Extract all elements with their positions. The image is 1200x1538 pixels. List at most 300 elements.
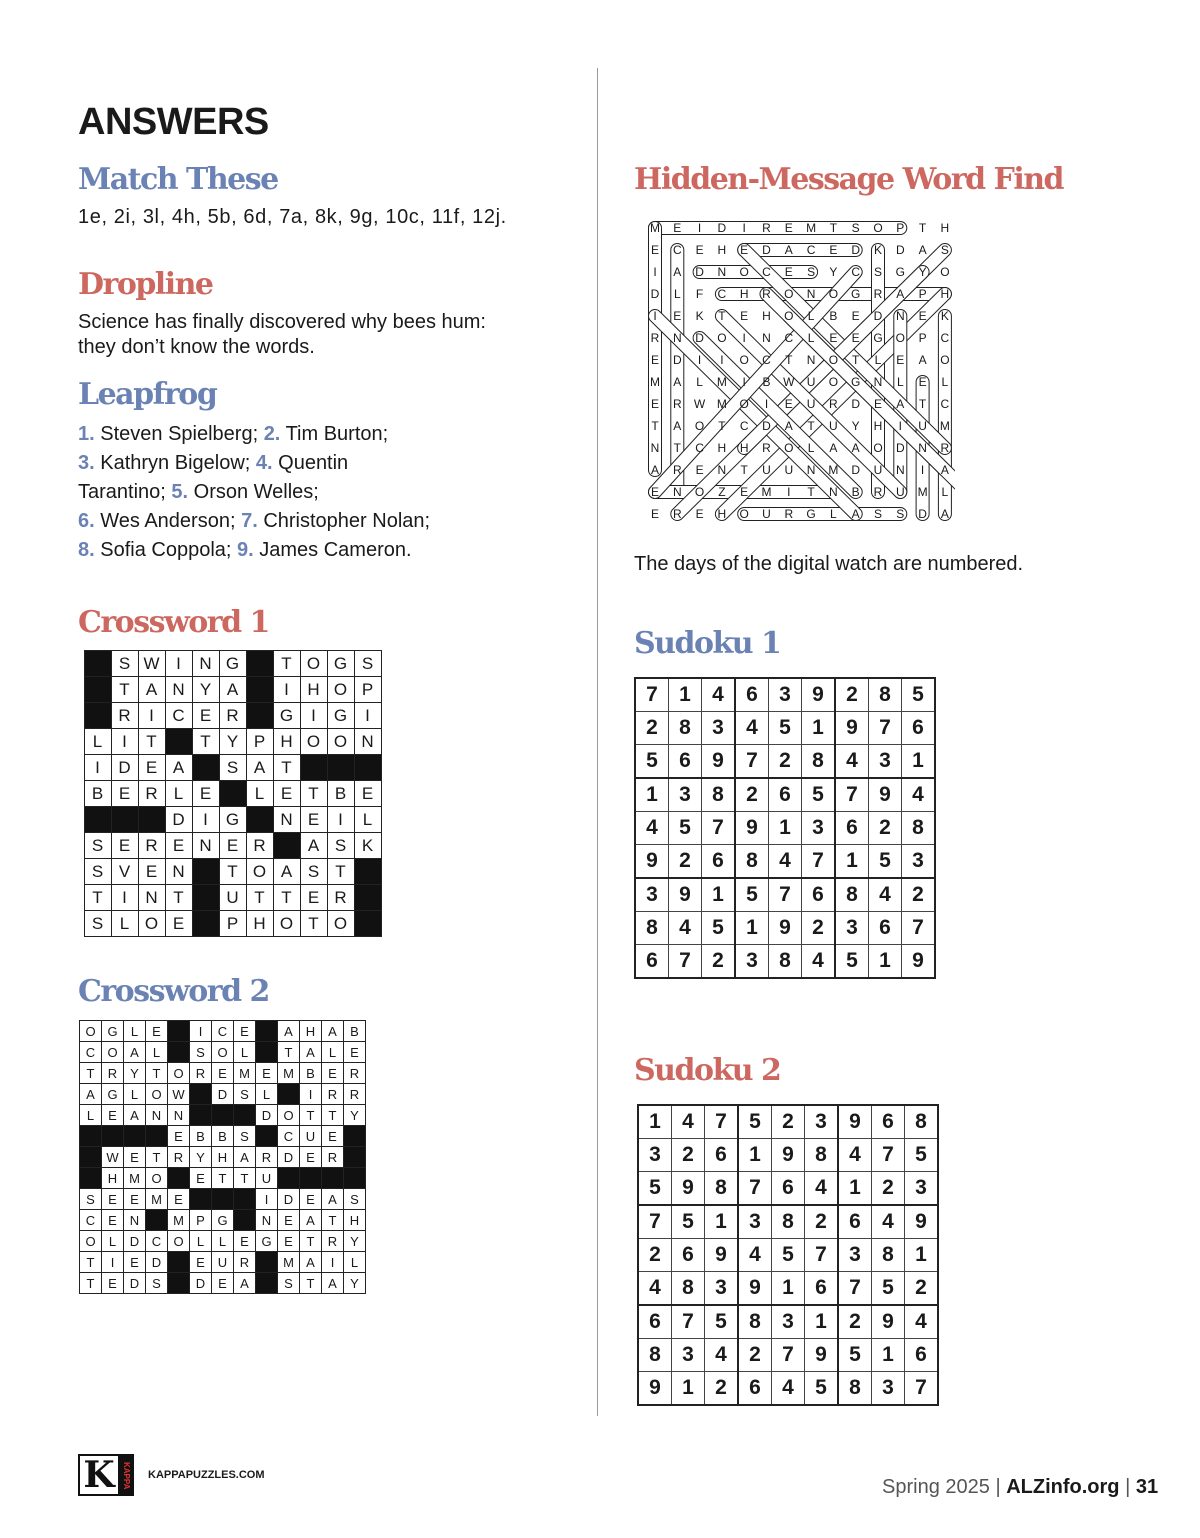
word-find-letter: C — [784, 331, 794, 345]
crossword-1-cell: W — [139, 651, 166, 677]
word-find-letter: I — [697, 221, 702, 235]
crossword-2-cell: E — [190, 1252, 212, 1273]
sudoku-1-cell: 6 — [869, 912, 902, 945]
word-find-letter: N — [717, 463, 727, 477]
crossword-2-cell: N — [146, 1105, 168, 1126]
sudoku-2-cell: 2 — [672, 1139, 705, 1172]
word-find-letter: N — [873, 375, 883, 389]
word-find-letter: D — [695, 331, 704, 345]
sudoku-2-cell: 1 — [638, 1105, 672, 1139]
word-find-letter: I — [720, 353, 724, 367]
brand-site: ALZinfo.org — [1006, 1476, 1120, 1498]
sudoku-2-cell: 6 — [872, 1105, 905, 1139]
sudoku-2-cell: 6 — [705, 1139, 739, 1172]
sudoku-2-row — [638, 1372, 938, 1406]
crossword-1-cell: A — [247, 755, 274, 781]
sudoku-2-cell: 4 — [772, 1372, 805, 1406]
sudoku-1-cell: 3 — [869, 745, 902, 779]
crossword-1-black-cell — [193, 859, 220, 885]
crossword-2-cell: O — [146, 1168, 168, 1189]
sudoku-2-cell: 4 — [872, 1205, 905, 1239]
leapfrog-line-4 — [78, 507, 430, 536]
sudoku-2-cell: 6 — [772, 1172, 805, 1206]
crossword-1-black-cell — [85, 651, 112, 677]
crossword-1-row — [85, 651, 382, 677]
word-find-letter: D — [851, 243, 861, 257]
word-find-letter: T — [718, 309, 726, 323]
crossword-1-cell: O — [274, 911, 301, 937]
word-find-letter: L — [696, 375, 703, 389]
word-find-letter: E — [784, 397, 793, 411]
sudoku-2-cell: 5 — [772, 1239, 805, 1272]
sudoku-1-cell: 4 — [702, 678, 736, 712]
crossword-1-cell: E — [301, 885, 328, 911]
leapfrog-item-5: Orson Welles; — [188, 481, 319, 503]
crossword-1-cell: E — [193, 781, 220, 807]
word-find-letter: L — [896, 375, 904, 389]
word-find-title: Hidden-Message Word Find — [634, 162, 1064, 197]
crossword-2-black-cell — [168, 1273, 190, 1294]
word-find-letter: E — [673, 309, 682, 323]
crossword-2-cell: L — [146, 1042, 168, 1063]
crossword-1-row — [85, 703, 382, 729]
crossword-2-black-cell — [278, 1168, 300, 1189]
sudoku-1-cell: 4 — [802, 945, 836, 979]
sudoku-1-cell: 8 — [702, 778, 736, 812]
word-find-letter: O — [784, 441, 794, 455]
word-find-letter: T — [918, 221, 927, 235]
crossword-2-black-cell — [322, 1168, 344, 1189]
word-find-letter: A — [673, 375, 682, 389]
sudoku-2-cell: 1 — [738, 1139, 772, 1172]
crossword-2-cell: L — [234, 1042, 256, 1063]
word-find-letter: O — [940, 265, 950, 279]
crossword-2-cell: U — [212, 1252, 234, 1273]
crossword-2-cell: E — [102, 1210, 124, 1231]
crossword-2-cell: T — [80, 1063, 102, 1084]
crossword-1-black-cell — [220, 781, 247, 807]
crossword-1-cell: A — [220, 677, 247, 703]
crossword-2-cell: T — [146, 1063, 168, 1084]
sudoku-1-cell: 8 — [769, 945, 802, 979]
sudoku-1-cell: 8 — [902, 812, 936, 845]
leapfrog-num-4: 4. — [255, 452, 273, 474]
word-find-letter: K — [873, 243, 882, 257]
crossword-1-cell: L — [112, 911, 139, 937]
crossword-2-black-cell — [80, 1168, 102, 1189]
crossword-1-cell: G — [328, 651, 355, 677]
sudoku-2-cell: 3 — [638, 1139, 672, 1172]
word-find-letter: O — [739, 265, 749, 279]
footer-right — [882, 1476, 1158, 1499]
sudoku-2-grid — [637, 1104, 939, 1406]
crossword-2-cell: L — [344, 1252, 366, 1273]
crossword-1-black-cell — [112, 807, 139, 833]
crossword-1-row — [85, 729, 382, 755]
sudoku-2-cell: 2 — [838, 1305, 872, 1339]
crossword-2-black-cell — [212, 1105, 234, 1126]
word-find-letter: M — [716, 397, 727, 411]
crossword-2-black-cell — [80, 1147, 102, 1168]
word-find-letter: U — [918, 419, 927, 433]
crossword-1-cell: G — [220, 651, 247, 677]
sudoku-1-cell: 9 — [635, 845, 669, 879]
sudoku-2-cell: 1 — [838, 1172, 872, 1206]
crossword-1-cell: O — [328, 911, 355, 937]
sudoku-1-cell: 6 — [902, 712, 936, 745]
crossword-2-cell: M — [168, 1210, 190, 1231]
crossword-2-cell: T — [146, 1147, 168, 1168]
word-find-letter: R — [650, 331, 660, 345]
sudoku-2-row — [638, 1205, 938, 1239]
word-find-letter: H — [739, 287, 749, 301]
sudoku-1-cell: 5 — [802, 778, 836, 812]
crossword-2-cell: T — [300, 1231, 322, 1252]
word-find-letter: E — [650, 243, 659, 257]
crossword-2-cell: L — [190, 1231, 212, 1252]
sudoku-1-row — [635, 845, 935, 879]
crossword-2-cell: L — [212, 1231, 234, 1252]
sudoku-2-cell: 5 — [738, 1105, 772, 1139]
leapfrog-num-3: 3. — [78, 452, 95, 474]
dropline-line-2: they don’t know the words. — [78, 336, 315, 358]
crossword-1-cell: O — [139, 911, 166, 937]
crossword-2-cell: E — [102, 1189, 124, 1210]
sudoku-1-cell: 3 — [735, 945, 769, 979]
word-find-letter: C — [695, 441, 704, 455]
word-find-letter: M — [806, 221, 817, 235]
crossword-2-black-cell — [168, 1021, 190, 1042]
crossword-2-cell: T — [212, 1168, 234, 1189]
crossword-2-cell: A — [322, 1189, 344, 1210]
crossword-1-cell: D — [166, 807, 193, 833]
sudoku-2-cell: 3 — [705, 1272, 739, 1306]
crossword-2-cell: U — [256, 1168, 278, 1189]
sudoku-1-cell: 3 — [902, 845, 936, 879]
word-find-letter: P — [918, 331, 927, 345]
word-find-letter: R — [762, 221, 771, 235]
word-find-letter: I — [653, 309, 657, 323]
word-find-letter: T — [718, 419, 726, 433]
sudoku-1-cell: 9 — [769, 912, 802, 945]
sudoku-1-cell: 1 — [802, 712, 836, 745]
crossword-1-cell: L — [247, 781, 274, 807]
crossword-1-cell: S — [301, 859, 328, 885]
sudoku-1-cell: 5 — [902, 678, 936, 712]
crossword-2-cell: R — [344, 1063, 366, 1084]
word-find-letter: A — [650, 463, 659, 477]
crossword-2-cell: E — [300, 1147, 322, 1168]
word-find-letter: H — [940, 287, 950, 301]
sudoku-2-cell: 7 — [872, 1139, 905, 1172]
word-find-letter: N — [806, 353, 816, 367]
sudoku-2-cell: 7 — [905, 1372, 939, 1406]
crossword-1-cell: N — [166, 677, 193, 703]
sudoku-2-cell: 1 — [905, 1239, 939, 1272]
sudoku-2-cell: 9 — [805, 1339, 839, 1372]
sudoku-2-cell: 3 — [772, 1305, 805, 1339]
crossword-1-cell: T — [112, 677, 139, 703]
word-find-letter: T — [918, 397, 927, 411]
crossword-1-cell: V — [112, 859, 139, 885]
word-find-letter: E — [829, 331, 838, 345]
issue-date: Spring 2025 — [882, 1476, 990, 1498]
crossword-2-cell: P — [190, 1210, 212, 1231]
sudoku-2-cell: 8 — [738, 1305, 772, 1339]
sudoku-1-cell: 5 — [635, 745, 669, 779]
word-find-letter: D — [851, 463, 861, 477]
dropline-answer — [78, 310, 486, 360]
crossword-1-cell: T — [328, 859, 355, 885]
crossword-2-cell: M — [278, 1063, 300, 1084]
sudoku-1-cell: 4 — [835, 745, 869, 779]
crossword-1-cell: I — [193, 807, 220, 833]
word-find-letter: C — [717, 287, 727, 301]
word-find-letter: R — [672, 507, 682, 521]
word-find-letter: S — [873, 265, 882, 279]
crossword-2-cell: S — [344, 1189, 366, 1210]
crossword-1-cell: E — [139, 755, 166, 781]
crossword-2-cell: M — [278, 1252, 300, 1273]
crossword-2-black-cell — [344, 1147, 366, 1168]
crossword-2-black-cell — [190, 1084, 212, 1105]
sudoku-2-cell: 8 — [705, 1172, 739, 1206]
crossword-2-cell: N — [168, 1105, 190, 1126]
word-find-letter: A — [784, 419, 793, 433]
word-find-letter: A — [851, 441, 860, 455]
word-find-letter: S — [940, 243, 949, 257]
crossword-2-black-cell — [102, 1126, 124, 1147]
crossword-2-row — [80, 1231, 366, 1252]
sudoku-1-cell: 1 — [735, 912, 769, 945]
crossword-2-cell: R — [256, 1147, 278, 1168]
crossword-2-cell: C — [80, 1042, 102, 1063]
crossword-1-cell: E — [301, 807, 328, 833]
leapfrog-item-4b: Tarantino; — [78, 481, 172, 503]
sudoku-1-cell: 5 — [669, 812, 702, 845]
page-title: ANSWERS — [78, 101, 269, 143]
crossword-2-cell: E — [124, 1189, 146, 1210]
word-find-letter: S — [807, 265, 816, 279]
word-find-letter: E — [740, 243, 749, 257]
crossword-1-cell: A — [166, 755, 193, 781]
word-find-letter: D — [873, 309, 883, 323]
sudoku-2-cell: 7 — [805, 1239, 839, 1272]
sudoku-1-cell: 8 — [869, 678, 902, 712]
sudoku-1-cell: 1 — [635, 778, 669, 812]
crossword-2-cell: T — [80, 1273, 102, 1294]
crossword-2-cell: S — [278, 1273, 300, 1294]
crossword-2-black-cell — [234, 1210, 256, 1231]
crossword-2-cell: Y — [344, 1231, 366, 1252]
crossword-2-black-cell — [256, 1042, 278, 1063]
crossword-1-row — [85, 781, 382, 807]
crossword-2-cell: D — [124, 1231, 146, 1252]
crossword-1-cell: I — [166, 651, 193, 677]
crossword-2-cell: I — [300, 1084, 322, 1105]
word-find-letter: N — [918, 441, 927, 455]
sudoku-1-cell: 9 — [835, 712, 869, 745]
word-find-letter: H — [873, 419, 883, 433]
crossword-2-cell: N — [256, 1210, 278, 1231]
crossword-1-black-cell — [301, 755, 328, 781]
word-find-letter: E — [650, 485, 659, 499]
word-find-letter: A — [896, 397, 905, 411]
crossword-1-cell: I — [112, 885, 139, 911]
word-find-letter: N — [895, 463, 905, 477]
crossword-2-cell: E — [212, 1273, 234, 1294]
sudoku-1-cell: 7 — [735, 745, 769, 779]
crossword-2-cell: E — [102, 1105, 124, 1126]
word-find-letter: O — [694, 485, 705, 499]
kappa-logo-side: KAPPA — [122, 1462, 131, 1490]
crossword-1-black-cell — [355, 859, 382, 885]
sudoku-1-cell: 6 — [769, 778, 802, 812]
sudoku-1-cell: 2 — [802, 912, 836, 945]
word-find-letter: A — [829, 441, 838, 455]
crossword-1-cell: E — [139, 859, 166, 885]
crossword-2-cell: O — [80, 1021, 102, 1042]
word-find-letter: I — [742, 221, 746, 235]
word-find-letter: H — [739, 441, 749, 455]
word-find-letter: G — [806, 507, 816, 521]
word-find-letter: M — [716, 375, 727, 389]
leapfrog-num-6: 6. — [78, 510, 95, 532]
sudoku-2-cell: 9 — [638, 1372, 672, 1406]
word-find-letter: N — [672, 485, 682, 499]
word-find-letter: C — [762, 353, 771, 367]
leapfrog-item-6: Wes Anderson; — [94, 510, 242, 532]
word-find-letter: A — [940, 507, 949, 521]
crossword-1-cell: L — [355, 807, 382, 833]
crossword-2-row — [80, 1021, 366, 1042]
crossword-2-black-cell — [80, 1126, 102, 1147]
crossword-2-cell: O — [168, 1063, 190, 1084]
word-find-letter: R — [873, 485, 883, 499]
word-find-letter: W — [693, 397, 706, 411]
crossword-1-cell: E — [220, 833, 247, 859]
sudoku-1-cell: 3 — [635, 878, 669, 912]
crossword-2-cell: M — [124, 1168, 146, 1189]
sudoku-1-cell: 7 — [869, 712, 902, 745]
crossword-2-cell: R — [344, 1084, 366, 1105]
sudoku-2-cell: 1 — [805, 1305, 839, 1339]
word-find-letter: U — [762, 463, 771, 477]
crossword-2-cell: E — [168, 1126, 190, 1147]
crossword-2-cell: S — [146, 1273, 168, 1294]
sudoku-1-cell: 2 — [835, 678, 869, 712]
word-find-letter: R — [672, 397, 682, 411]
sudoku-2-cell: 5 — [905, 1139, 939, 1172]
crossword-2-cell: R — [322, 1084, 344, 1105]
crossword-1-black-cell — [193, 885, 220, 911]
sudoku-2-cell: 5 — [705, 1305, 739, 1339]
crossword-1-cell: R — [220, 703, 247, 729]
crossword-2-cell: L — [80, 1105, 102, 1126]
word-find-letter: E — [918, 309, 927, 323]
crossword-1-cell: R — [139, 781, 166, 807]
word-find-letter: T — [785, 353, 793, 367]
sudoku-2-cell: 7 — [638, 1205, 672, 1239]
dropline-title: Dropline — [78, 267, 213, 302]
sudoku-2-cell: 4 — [672, 1105, 705, 1139]
sudoku-2-cell: 6 — [672, 1239, 705, 1272]
crossword-2-cell: H — [344, 1210, 366, 1231]
crossword-2-row — [80, 1084, 366, 1105]
crossword-2-cell: E — [124, 1147, 146, 1168]
crossword-1-cell: O — [247, 859, 274, 885]
leapfrog-num-5: 5. — [171, 481, 189, 503]
leapfrog-num-2: 2. — [263, 423, 281, 445]
word-find-letter: R — [762, 287, 771, 301]
word-find-letter: R — [940, 441, 950, 455]
leapfrog-item-3: Kathryn Bigelow; — [94, 452, 256, 474]
crossword-1-cell: R — [328, 885, 355, 911]
crossword-1-cell: S — [85, 833, 112, 859]
sudoku-2-cell: 8 — [838, 1372, 872, 1406]
word-find-letter: I — [764, 397, 769, 411]
crossword-1-cell: P — [220, 911, 247, 937]
crossword-1-cell: H — [247, 911, 274, 937]
crossword-2-cell: I — [102, 1252, 124, 1273]
word-find-letter: M — [650, 221, 660, 235]
sudoku-2-row — [638, 1239, 938, 1272]
sudoku-1-cell: 9 — [802, 678, 836, 712]
crossword-1-cell: A — [301, 833, 328, 859]
word-find-letter: U — [806, 397, 816, 411]
crossword-2-cell: E — [102, 1273, 124, 1294]
sudoku-2-cell: 8 — [672, 1272, 705, 1306]
word-find-letter: B — [829, 309, 838, 323]
crossword-2-cell: A — [300, 1210, 322, 1231]
match-these-answer: 1e, 2i, 3l, 4h, 5b, 6d, 7a, 8k, 9g, 10c, 11f, 12j. — [78, 206, 507, 228]
crossword-2-cell: T — [300, 1273, 322, 1294]
crossword-2-cell: G — [102, 1084, 124, 1105]
word-find-letter: U — [895, 485, 905, 499]
crossword-1-cell: S — [112, 651, 139, 677]
crossword-1-cell: S — [328, 833, 355, 859]
sudoku-1-cell: 7 — [769, 878, 802, 912]
word-find-letter: C — [940, 397, 950, 411]
word-find-letter: U — [829, 419, 838, 433]
sudoku-1-cell: 8 — [735, 845, 769, 879]
crossword-2-row — [80, 1273, 366, 1294]
sudoku-2-cell: 2 — [905, 1272, 939, 1306]
crossword-2-cell: T — [278, 1042, 300, 1063]
sudoku-1-cell: 3 — [835, 912, 869, 945]
crossword-1-cell: N — [193, 651, 220, 677]
sudoku-1-cell: 4 — [735, 712, 769, 745]
page-number: 31 — [1135, 1476, 1159, 1498]
word-find-letter: C — [762, 265, 771, 279]
word-find-letter: M — [761, 485, 772, 499]
word-find-letter: L — [941, 375, 949, 389]
word-find-letter: U — [806, 375, 816, 389]
leapfrog-item-8: Sofia Coppola; — [94, 539, 238, 561]
sudoku-1-cell: 7 — [702, 812, 736, 845]
crossword-2-black-cell — [212, 1189, 234, 1210]
crossword-1-cell: H — [274, 729, 301, 755]
word-find-letter: E — [784, 221, 793, 235]
crossword-1-cell: T — [274, 651, 301, 677]
sudoku-2-cell: 3 — [805, 1105, 839, 1139]
crossword-2-cell: L — [124, 1084, 146, 1105]
word-find-letter: K — [940, 309, 949, 323]
crossword-2-cell: S — [234, 1126, 256, 1147]
sudoku-1-cell: 9 — [869, 778, 902, 812]
word-find-letter: S — [851, 221, 860, 235]
crossword-2-cell: O — [80, 1231, 102, 1252]
